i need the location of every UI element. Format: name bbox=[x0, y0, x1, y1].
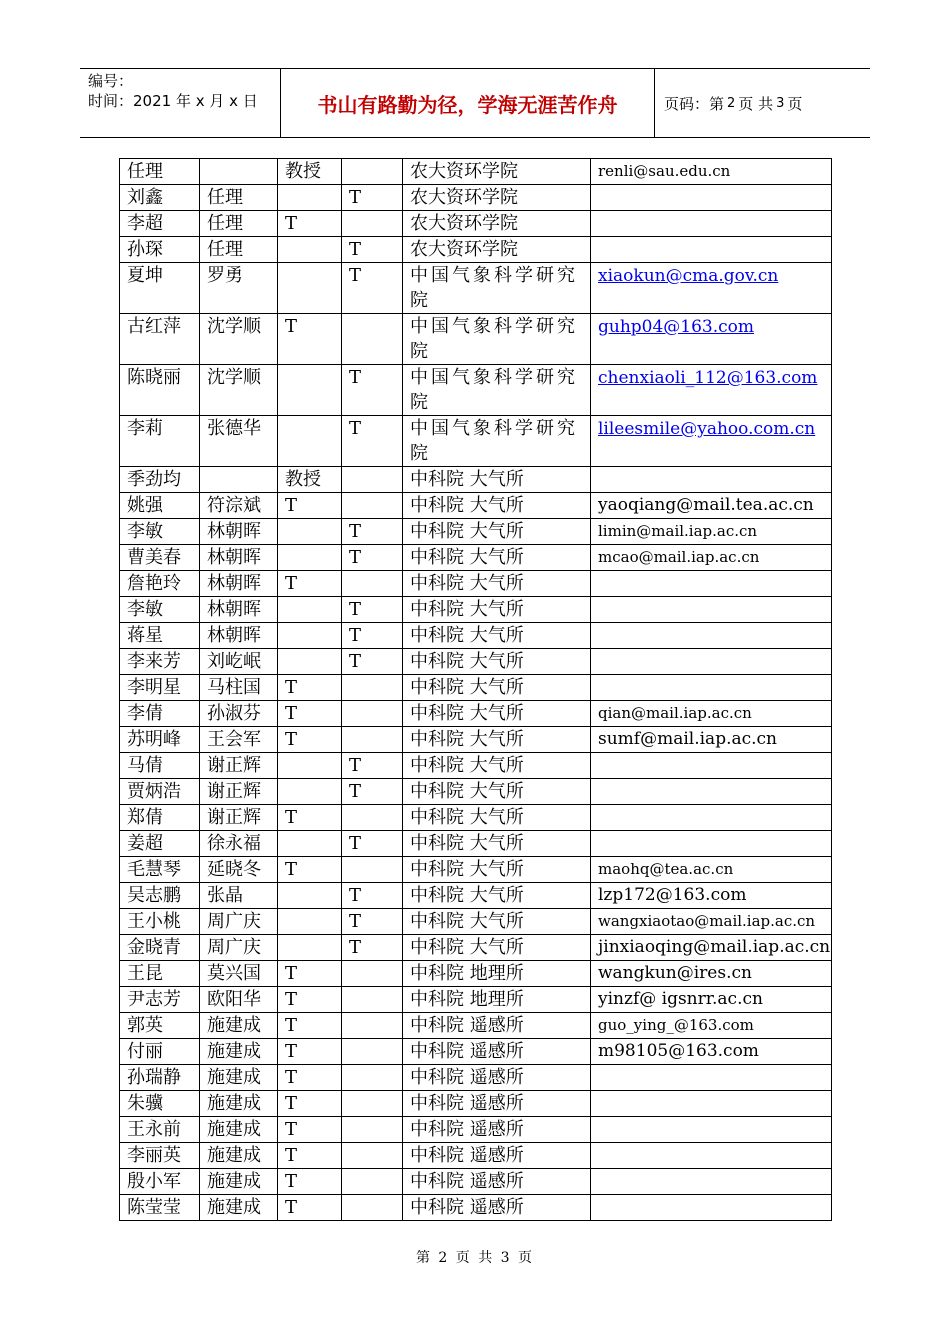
name-cell: 马倩 bbox=[120, 753, 200, 779]
status-cell bbox=[342, 159, 403, 185]
org-cell: 中科院 大气所 bbox=[403, 779, 591, 805]
email-link[interactable]: xiaokun@cma.gov.cn bbox=[598, 266, 779, 286]
table-row bbox=[120, 159, 832, 185]
degree-cell: T bbox=[278, 1117, 342, 1143]
email-cell bbox=[591, 1091, 832, 1117]
org-cell: 中国气象科学研究院 bbox=[403, 416, 591, 467]
advisor-cell: 施建成 bbox=[200, 1117, 278, 1143]
table-row bbox=[120, 961, 832, 987]
org-cell: 中科院 大气所 bbox=[403, 753, 591, 779]
degree-cell: T bbox=[278, 961, 342, 987]
table-row bbox=[120, 909, 832, 935]
page-suffix: 页 bbox=[787, 94, 803, 113]
email-cell bbox=[591, 211, 832, 237]
name-cell: 夏坤 bbox=[120, 263, 200, 314]
org-cell: 中科院 地理所 bbox=[403, 987, 591, 1013]
email-cell bbox=[591, 185, 832, 211]
table-row bbox=[120, 675, 832, 701]
status-cell bbox=[342, 805, 403, 831]
advisor-cell: 张晶 bbox=[200, 883, 278, 909]
name-cell: 王小桃 bbox=[120, 909, 200, 935]
table-row bbox=[120, 211, 832, 237]
degree-cell bbox=[278, 649, 342, 675]
table-row bbox=[120, 1117, 832, 1143]
degree-cell: T bbox=[278, 1039, 342, 1065]
advisor-cell: 任理 bbox=[200, 237, 278, 263]
advisor-cell: 任理 bbox=[200, 211, 278, 237]
degree-cell: T bbox=[278, 675, 342, 701]
status-cell: T bbox=[342, 935, 403, 961]
advisor-cell: 刘屹岷 bbox=[200, 649, 278, 675]
status-cell bbox=[342, 1091, 403, 1117]
email-cell bbox=[591, 237, 832, 263]
advisor-cell: 王会军 bbox=[200, 727, 278, 753]
status-cell: T bbox=[342, 519, 403, 545]
degree-cell bbox=[278, 935, 342, 961]
page-prefix: 页码：第 bbox=[664, 94, 725, 113]
table-row bbox=[120, 519, 832, 545]
table-row bbox=[120, 597, 832, 623]
degree-cell: T bbox=[278, 314, 342, 365]
email-cell: qian@mail.iap.ac.cn bbox=[591, 701, 832, 727]
name-cell: 李倩 bbox=[120, 701, 200, 727]
table-row bbox=[120, 779, 832, 805]
status-cell: T bbox=[342, 545, 403, 571]
status-cell bbox=[342, 314, 403, 365]
page-total: 3 bbox=[776, 95, 785, 111]
degree-cell bbox=[278, 753, 342, 779]
number-label: 编号： bbox=[88, 72, 134, 90]
name-cell: 孙琛 bbox=[120, 237, 200, 263]
advisor-cell: 周广庆 bbox=[200, 909, 278, 935]
degree-cell bbox=[278, 909, 342, 935]
table-row bbox=[120, 987, 832, 1013]
degree-cell: T bbox=[278, 1065, 342, 1091]
status-cell bbox=[342, 1143, 403, 1169]
email-cell: jinxiaoqing@mail.iap.ac.cn bbox=[591, 935, 832, 961]
roster-body bbox=[120, 159, 832, 1221]
advisor-cell: 欧阳华 bbox=[200, 987, 278, 1013]
org-cell: 中国气象科学研究院 bbox=[403, 263, 591, 314]
status-cell bbox=[342, 987, 403, 1013]
email-cell bbox=[591, 571, 832, 597]
name-cell: 李敏 bbox=[120, 519, 200, 545]
degree-cell: T bbox=[278, 1195, 342, 1221]
page-header bbox=[80, 68, 870, 138]
advisor-cell: 莫兴国 bbox=[200, 961, 278, 987]
org-cell: 中科院 大气所 bbox=[403, 805, 591, 831]
name-cell: 郑倩 bbox=[120, 805, 200, 831]
email-cell bbox=[591, 623, 832, 649]
email-cell: sumf@mail.iap.ac.cn bbox=[591, 727, 832, 753]
name-cell: 蒋星 bbox=[120, 623, 200, 649]
org-cell: 中科院 遥感所 bbox=[403, 1091, 591, 1117]
name-cell: 曹美春 bbox=[120, 545, 200, 571]
page-current: 2 bbox=[727, 95, 736, 111]
status-cell bbox=[342, 857, 403, 883]
email-cell bbox=[591, 1117, 832, 1143]
email-cell bbox=[591, 314, 832, 365]
table-row bbox=[120, 1195, 832, 1221]
email-cell bbox=[591, 649, 832, 675]
degree-cell bbox=[278, 623, 342, 649]
status-cell: T bbox=[342, 909, 403, 935]
degree-cell: T bbox=[278, 1013, 342, 1039]
advisor-cell: 马柱国 bbox=[200, 675, 278, 701]
org-cell: 中科院 遥感所 bbox=[403, 1143, 591, 1169]
name-cell: 朱骥 bbox=[120, 1091, 200, 1117]
table-row bbox=[120, 857, 832, 883]
email-cell bbox=[591, 467, 832, 493]
degree-cell: T bbox=[278, 805, 342, 831]
advisor-cell: 施建成 bbox=[200, 1091, 278, 1117]
org-cell: 农大资环学院 bbox=[403, 185, 591, 211]
name-cell: 季劲均 bbox=[120, 467, 200, 493]
name-cell: 李莉 bbox=[120, 416, 200, 467]
email-cell bbox=[591, 675, 832, 701]
roster-table bbox=[119, 158, 832, 1221]
name-cell: 李敏 bbox=[120, 597, 200, 623]
degree-cell: T bbox=[278, 987, 342, 1013]
table-row bbox=[120, 1091, 832, 1117]
name-cell: 吴志鹏 bbox=[120, 883, 200, 909]
org-cell: 中科院 遥感所 bbox=[403, 1013, 591, 1039]
degree-cell: T bbox=[278, 857, 342, 883]
degree-cell: T bbox=[278, 727, 342, 753]
advisor-cell: 沈学顺 bbox=[200, 314, 278, 365]
name-cell: 古红萍 bbox=[120, 314, 200, 365]
table-row bbox=[120, 701, 832, 727]
degree-cell bbox=[278, 597, 342, 623]
status-cell bbox=[342, 1169, 403, 1195]
org-cell: 中科院 遥感所 bbox=[403, 1117, 591, 1143]
name-cell: 王永前 bbox=[120, 1117, 200, 1143]
table-row bbox=[120, 545, 832, 571]
status-cell: T bbox=[342, 263, 403, 314]
email-cell bbox=[591, 1065, 832, 1091]
header-meta bbox=[80, 69, 281, 137]
name-cell: 刘鑫 bbox=[120, 185, 200, 211]
name-cell: 李丽英 bbox=[120, 1143, 200, 1169]
table-row bbox=[120, 1013, 832, 1039]
status-cell: T bbox=[342, 883, 403, 909]
status-cell bbox=[342, 1013, 403, 1039]
advisor-cell: 徐永福 bbox=[200, 831, 278, 857]
degree-cell: T bbox=[278, 1169, 342, 1195]
table-row bbox=[120, 237, 832, 263]
table-row bbox=[120, 1169, 832, 1195]
email-cell: yaoqiang@mail.tea.ac.cn bbox=[591, 493, 832, 519]
org-cell: 中科院 大气所 bbox=[403, 519, 591, 545]
org-cell: 中科院 大气所 bbox=[403, 883, 591, 909]
name-cell: 李明星 bbox=[120, 675, 200, 701]
email-cell bbox=[591, 753, 832, 779]
degree-cell bbox=[278, 263, 342, 314]
advisor-cell: 谢正辉 bbox=[200, 753, 278, 779]
name-cell: 姜超 bbox=[120, 831, 200, 857]
org-cell: 中科院 大气所 bbox=[403, 597, 591, 623]
status-cell bbox=[342, 1117, 403, 1143]
org-cell: 中科院 大气所 bbox=[403, 701, 591, 727]
degree-cell bbox=[278, 883, 342, 909]
org-cell: 中科院 地理所 bbox=[403, 961, 591, 987]
org-cell: 中科院 遥感所 bbox=[403, 1065, 591, 1091]
header-motto: 书山有路勤为径，学海无涯苦作舟 bbox=[281, 69, 655, 137]
status-cell: T bbox=[342, 649, 403, 675]
advisor-cell: 张德华 bbox=[200, 416, 278, 467]
name-cell: 尹志芳 bbox=[120, 987, 200, 1013]
status-cell: T bbox=[342, 753, 403, 779]
email-cell bbox=[591, 416, 832, 467]
degree-cell bbox=[278, 185, 342, 211]
name-cell: 李超 bbox=[120, 211, 200, 237]
degree-cell bbox=[278, 519, 342, 545]
status-cell: T bbox=[342, 237, 403, 263]
advisor-cell: 施建成 bbox=[200, 1039, 278, 1065]
degree-cell: 教授 bbox=[278, 467, 342, 493]
status-cell bbox=[342, 1039, 403, 1065]
email-cell: maohq@tea.ac.cn bbox=[591, 857, 832, 883]
org-cell: 中科院 大气所 bbox=[403, 727, 591, 753]
table-row bbox=[120, 185, 832, 211]
name-cell: 陈莹莹 bbox=[120, 1195, 200, 1221]
degree-cell bbox=[278, 237, 342, 263]
email-cell: m98105@163.com bbox=[591, 1039, 832, 1065]
advisor-cell: 施建成 bbox=[200, 1065, 278, 1091]
status-cell: T bbox=[342, 416, 403, 467]
org-cell: 中科院 大气所 bbox=[403, 909, 591, 935]
advisor-cell: 任理 bbox=[200, 185, 278, 211]
table-row bbox=[120, 365, 832, 416]
email-cell: wangxiaotao@mail.iap.ac.cn bbox=[591, 909, 832, 935]
advisor-cell: 符淙斌 bbox=[200, 493, 278, 519]
org-cell: 农大资环学院 bbox=[403, 159, 591, 185]
advisor-cell: 谢正辉 bbox=[200, 779, 278, 805]
name-cell: 姚强 bbox=[120, 493, 200, 519]
status-cell: T bbox=[342, 779, 403, 805]
degree-cell bbox=[278, 831, 342, 857]
advisor-cell: 周广庆 bbox=[200, 935, 278, 961]
table-row bbox=[120, 571, 832, 597]
name-cell: 陈晓丽 bbox=[120, 365, 200, 416]
status-cell bbox=[342, 467, 403, 493]
email-link[interactable]: guhp04@163.com bbox=[598, 317, 755, 337]
time-label: 时间：2021 年 x 月 x 日 bbox=[88, 92, 258, 110]
name-cell: 苏明峰 bbox=[120, 727, 200, 753]
status-cell: T bbox=[342, 185, 403, 211]
email-link[interactable]: lileesmile@yahoo.com.cn bbox=[598, 419, 816, 439]
name-cell: 贾炳浩 bbox=[120, 779, 200, 805]
advisor-cell: 林朝晖 bbox=[200, 623, 278, 649]
table-row bbox=[120, 493, 832, 519]
degree-cell: T bbox=[278, 701, 342, 727]
table-row bbox=[120, 649, 832, 675]
status-cell bbox=[342, 727, 403, 753]
advisor-cell: 施建成 bbox=[200, 1143, 278, 1169]
advisor-cell: 延晓冬 bbox=[200, 857, 278, 883]
page-mid: 页 共 bbox=[738, 94, 774, 113]
name-cell: 王昆 bbox=[120, 961, 200, 987]
table-row bbox=[120, 727, 832, 753]
table-row bbox=[120, 1143, 832, 1169]
org-cell: 中科院 大气所 bbox=[403, 467, 591, 493]
advisor-cell: 沈学顺 bbox=[200, 365, 278, 416]
email-cell bbox=[591, 1169, 832, 1195]
org-cell: 中国气象科学研究院 bbox=[403, 365, 591, 416]
status-cell: T bbox=[342, 597, 403, 623]
email-cell: mcao@mail.iap.ac.cn bbox=[591, 545, 832, 571]
status-cell bbox=[342, 1065, 403, 1091]
org-cell: 农大资环学院 bbox=[403, 237, 591, 263]
email-cell: guo_ying_@163.com bbox=[591, 1013, 832, 1039]
table-row bbox=[120, 1065, 832, 1091]
email-cell: yinzf@ igsnrr.ac.cn bbox=[591, 987, 832, 1013]
org-cell: 中科院 遥感所 bbox=[403, 1195, 591, 1221]
table-row bbox=[120, 623, 832, 649]
advisor-cell: 林朝晖 bbox=[200, 571, 278, 597]
email-cell bbox=[591, 263, 832, 314]
name-cell: 金晓青 bbox=[120, 935, 200, 961]
email-cell: limin@mail.iap.ac.cn bbox=[591, 519, 832, 545]
advisor-cell: 谢正辉 bbox=[200, 805, 278, 831]
email-cell bbox=[591, 779, 832, 805]
table-row bbox=[120, 263, 832, 314]
degree-cell: 教授 bbox=[278, 159, 342, 185]
email-link[interactable]: chenxiaoli_112@163.com bbox=[598, 368, 818, 388]
email-cell: wangkun@ires.cn bbox=[591, 961, 832, 987]
table-row bbox=[120, 416, 832, 467]
status-cell: T bbox=[342, 365, 403, 416]
org-cell: 中科院 大气所 bbox=[403, 831, 591, 857]
advisor-cell bbox=[200, 467, 278, 493]
email-cell bbox=[591, 1195, 832, 1221]
degree-cell: T bbox=[278, 571, 342, 597]
email-cell: renli@sau.edu.cn bbox=[591, 159, 832, 185]
table-row bbox=[120, 805, 832, 831]
degree-cell: T bbox=[278, 1091, 342, 1117]
advisor-cell bbox=[200, 159, 278, 185]
header-page-number bbox=[655, 69, 870, 137]
status-cell bbox=[342, 675, 403, 701]
advisor-cell: 林朝晖 bbox=[200, 545, 278, 571]
email-cell bbox=[591, 831, 832, 857]
table-row bbox=[120, 935, 832, 961]
advisor-cell: 施建成 bbox=[200, 1169, 278, 1195]
table-row bbox=[120, 467, 832, 493]
table-row bbox=[120, 831, 832, 857]
status-cell bbox=[342, 211, 403, 237]
org-cell: 农大资环学院 bbox=[403, 211, 591, 237]
status-cell bbox=[342, 1195, 403, 1221]
email-cell bbox=[591, 597, 832, 623]
org-cell: 中科院 遥感所 bbox=[403, 1039, 591, 1065]
status-cell bbox=[342, 571, 403, 597]
email-cell bbox=[591, 365, 832, 416]
table-row bbox=[120, 883, 832, 909]
advisor-cell: 林朝晖 bbox=[200, 597, 278, 623]
org-cell: 中科院 大气所 bbox=[403, 857, 591, 883]
advisor-cell: 林朝晖 bbox=[200, 519, 278, 545]
name-cell: 李来芳 bbox=[120, 649, 200, 675]
advisor-cell: 孙淑芬 bbox=[200, 701, 278, 727]
org-cell: 中科院 大气所 bbox=[403, 623, 591, 649]
org-cell: 中科院 大气所 bbox=[403, 935, 591, 961]
org-cell: 中科院 大气所 bbox=[403, 545, 591, 571]
status-cell bbox=[342, 701, 403, 727]
advisor-cell: 施建成 bbox=[200, 1013, 278, 1039]
org-cell: 中科院 遥感所 bbox=[403, 1169, 591, 1195]
name-cell: 孙瑞静 bbox=[120, 1065, 200, 1091]
status-cell: T bbox=[342, 831, 403, 857]
email-cell: lzp172@163.com bbox=[591, 883, 832, 909]
name-cell: 殷小军 bbox=[120, 1169, 200, 1195]
name-cell: 詹艳玲 bbox=[120, 571, 200, 597]
degree-cell bbox=[278, 365, 342, 416]
advisor-cell: 施建成 bbox=[200, 1195, 278, 1221]
name-cell: 毛慧琴 bbox=[120, 857, 200, 883]
status-cell bbox=[342, 493, 403, 519]
name-cell: 任理 bbox=[120, 159, 200, 185]
table-row bbox=[120, 1039, 832, 1065]
degree-cell bbox=[278, 779, 342, 805]
org-cell: 中科院 大气所 bbox=[403, 493, 591, 519]
email-cell bbox=[591, 1143, 832, 1169]
org-cell: 中科院 大气所 bbox=[403, 571, 591, 597]
degree-cell: T bbox=[278, 211, 342, 237]
name-cell: 郭英 bbox=[120, 1013, 200, 1039]
degree-cell bbox=[278, 416, 342, 467]
status-cell: T bbox=[342, 623, 403, 649]
degree-cell bbox=[278, 545, 342, 571]
name-cell: 付丽 bbox=[120, 1039, 200, 1065]
degree-cell: T bbox=[278, 1143, 342, 1169]
org-cell: 中国气象科学研究院 bbox=[403, 314, 591, 365]
status-cell bbox=[342, 961, 403, 987]
org-cell: 中科院 大气所 bbox=[403, 649, 591, 675]
advisor-cell: 罗勇 bbox=[200, 263, 278, 314]
page-footer: 第 2 页 共 3 页 bbox=[415, 1250, 535, 1266]
degree-cell: T bbox=[278, 493, 342, 519]
org-cell: 中科院 大气所 bbox=[403, 675, 591, 701]
table-row bbox=[120, 753, 832, 779]
email-cell bbox=[591, 805, 832, 831]
table-row bbox=[120, 314, 832, 365]
